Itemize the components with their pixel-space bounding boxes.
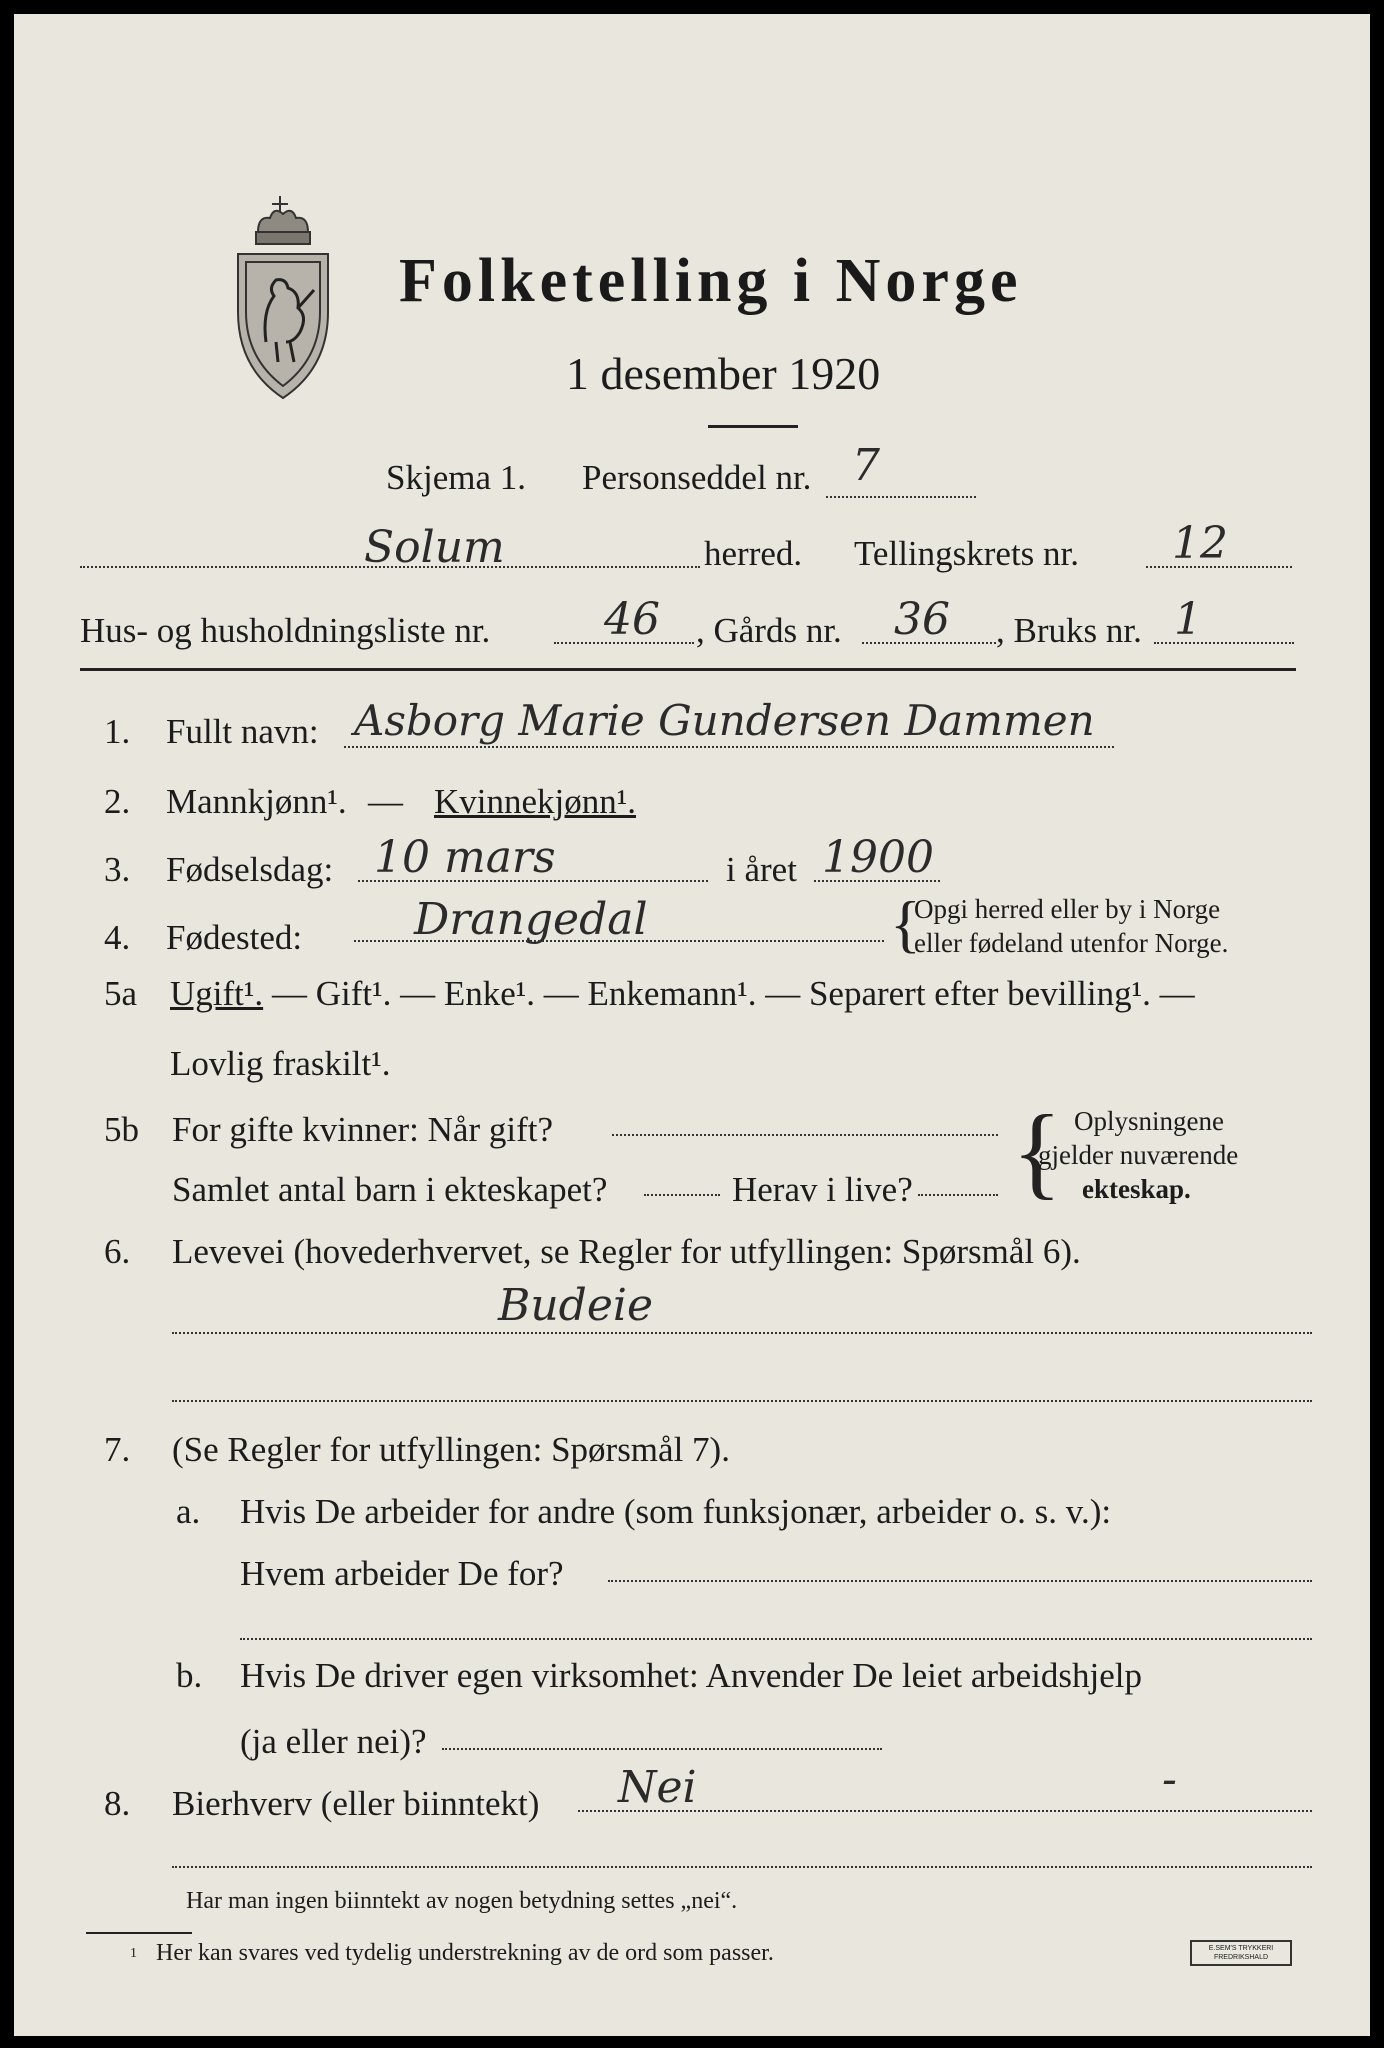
bruks-value[interactable]: 1 [1174,594,1202,645]
printer-stamp [1190,1940,1292,1966]
tellingskrets-value[interactable]: 12 [1172,518,1228,569]
q5a-lovlig-fraskilt[interactable]: Lovlig fraskilt¹. [170,1044,391,1083]
q4-note-2: eller fødeland utenfor Norge. [914,928,1229,958]
header-divider [80,668,1296,671]
q7a-label: Hvis De arbeider for andre (som funksjonær, arbeider o. s. v.): [240,1492,1112,1531]
q8-side-income-value[interactable]: Nei [618,1762,697,1813]
q7a-question: Hvem arbeider De for? [240,1554,564,1593]
q5a-number: 5a [104,974,138,1013]
q5b-note-1: Oplysningene [1074,1106,1224,1136]
census-date: 1 desember 1920 [566,348,881,399]
q4-note-1: Opgi herred eller by i Norge [914,894,1221,924]
q3-line [358,880,708,882]
footnote-marker: 1 [130,1946,137,1961]
q4-brace: { [890,888,921,959]
tellingskrets-label: Tellingskrets nr. [854,534,1080,573]
q2-kvinne[interactable]: Kvinnekjønn¹. [434,782,637,821]
q5b-line-1 [612,1134,998,1136]
q8-number: 8. [104,1784,131,1823]
stamp-line-1: E.SEM'S TRYKKERI [1208,1945,1274,1952]
q6-number: 6. [104,1232,131,1271]
q2-number: 2. [104,782,131,821]
q3-birthdate-value[interactable]: 10 mars [374,832,556,883]
q5a-options[interactable]: — Gift¹. — Enke¹. — Enkemann¹. — Separert efter bevilling¹. — [272,974,1195,1013]
q5a-ugift[interactable]: Ugift¹. [170,974,264,1013]
q5b-line-3 [918,1194,998,1196]
q8-line-2 [172,1866,1312,1868]
q8-label: Bierhverv (eller biinntekt) [172,1784,540,1823]
herred-value[interactable]: Solum [364,522,505,573]
q7a-letter: a. [176,1492,201,1531]
q1-full-name-value[interactable]: Asborg Marie Gundersen Dammen [354,696,1095,745]
q8-trailing-dash: - [1162,1754,1177,1805]
biinntekt-remark: Har man ingen biinntekt av nogen betydning settes „nei“. [186,1888,738,1914]
q3-number: 3. [104,850,131,889]
gards-value[interactable]: 36 [894,594,950,645]
q7a-line-2 [240,1638,1312,1640]
q7-label: (Se Regler for utfyllingen: Spørsmål 7). [172,1430,730,1469]
q5b-line-2 [644,1194,720,1196]
q3-year-value[interactable]: 1900 [822,832,934,883]
q5b-brace: { [1012,1094,1062,1209]
hus-line [554,642,694,644]
q2-dash: — [368,782,403,821]
herred-label: herred. [704,534,803,573]
q4-line [354,940,884,942]
skjema-label: Skjema 1. [386,458,526,497]
q5b-label-2: Samlet antal barn i ekteskapet? [172,1170,608,1209]
bruks-line [1154,642,1294,644]
q7-number: 7. [104,1430,131,1469]
gards-line [862,642,996,644]
q6-line-2 [172,1400,1312,1402]
census-form-page [14,14,1370,2036]
q5b-number: 5b [104,1110,139,1149]
title-divider [708,425,798,428]
q1-number: 1. [104,712,131,751]
q2-mann[interactable]: Mannkjønn¹. [166,782,347,821]
q7b-question: (ja eller nei)? [240,1722,427,1761]
personseddel-value[interactable]: 7 [852,440,880,491]
q5b-herav: Herav i live? [732,1170,913,1209]
q7b-letter: b. [176,1656,203,1695]
q7b-label: Hvis De driver egen virksomhet: Anvender De leiet arbeidshjelp [240,1656,1142,1695]
coat-of-arms-icon [228,192,338,404]
footnote-divider [86,1932,192,1934]
personseddel-label: Personseddel nr. [582,458,812,497]
q6-line-1 [172,1332,1312,1334]
q3-year-line [814,880,940,882]
q5b-note-2: gjelder nuværende [1038,1140,1239,1170]
q4-label: Fødested: [166,918,303,957]
q6-occupation-value[interactable]: Budeie [498,1280,653,1331]
q6-label: Levevei (hovederhvervet, se Regler for utfyllingen: Spørsmål 6). [172,1232,1081,1271]
bruks-label: , Bruks nr. [996,611,1142,650]
q5b-note-3: ekteskap. [1082,1174,1191,1204]
hus-label: Hus- og husholdningsliste nr. [80,611,491,650]
q4-birthplace-value[interactable]: Drangedal [414,894,648,945]
q4-number: 4. [104,918,131,957]
q7a-line-1 [608,1580,1312,1582]
q8-line-1 [578,1810,1312,1812]
hus-value[interactable]: 46 [604,594,660,645]
tellingskrets-line [1146,566,1292,568]
q1-line [344,746,1114,748]
personseddel-line [826,496,976,498]
q3-year-label: i året [726,850,797,889]
q1-label: Fullt navn: [166,712,319,751]
q5b-label-1: For gifte kvinner: Når gift? [172,1110,554,1149]
q3-label: Fødselsdag: [166,850,334,889]
q7b-line [442,1748,882,1750]
stamp-line-2: FREDRIKSHALD [1213,1954,1269,1961]
gards-label: , Gårds nr. [696,611,842,650]
footnote-text: Her kan svares ved tydelig understrekning av de ord som passer. [156,1940,774,1966]
form-title: Folketelling i Norge [399,247,1023,315]
